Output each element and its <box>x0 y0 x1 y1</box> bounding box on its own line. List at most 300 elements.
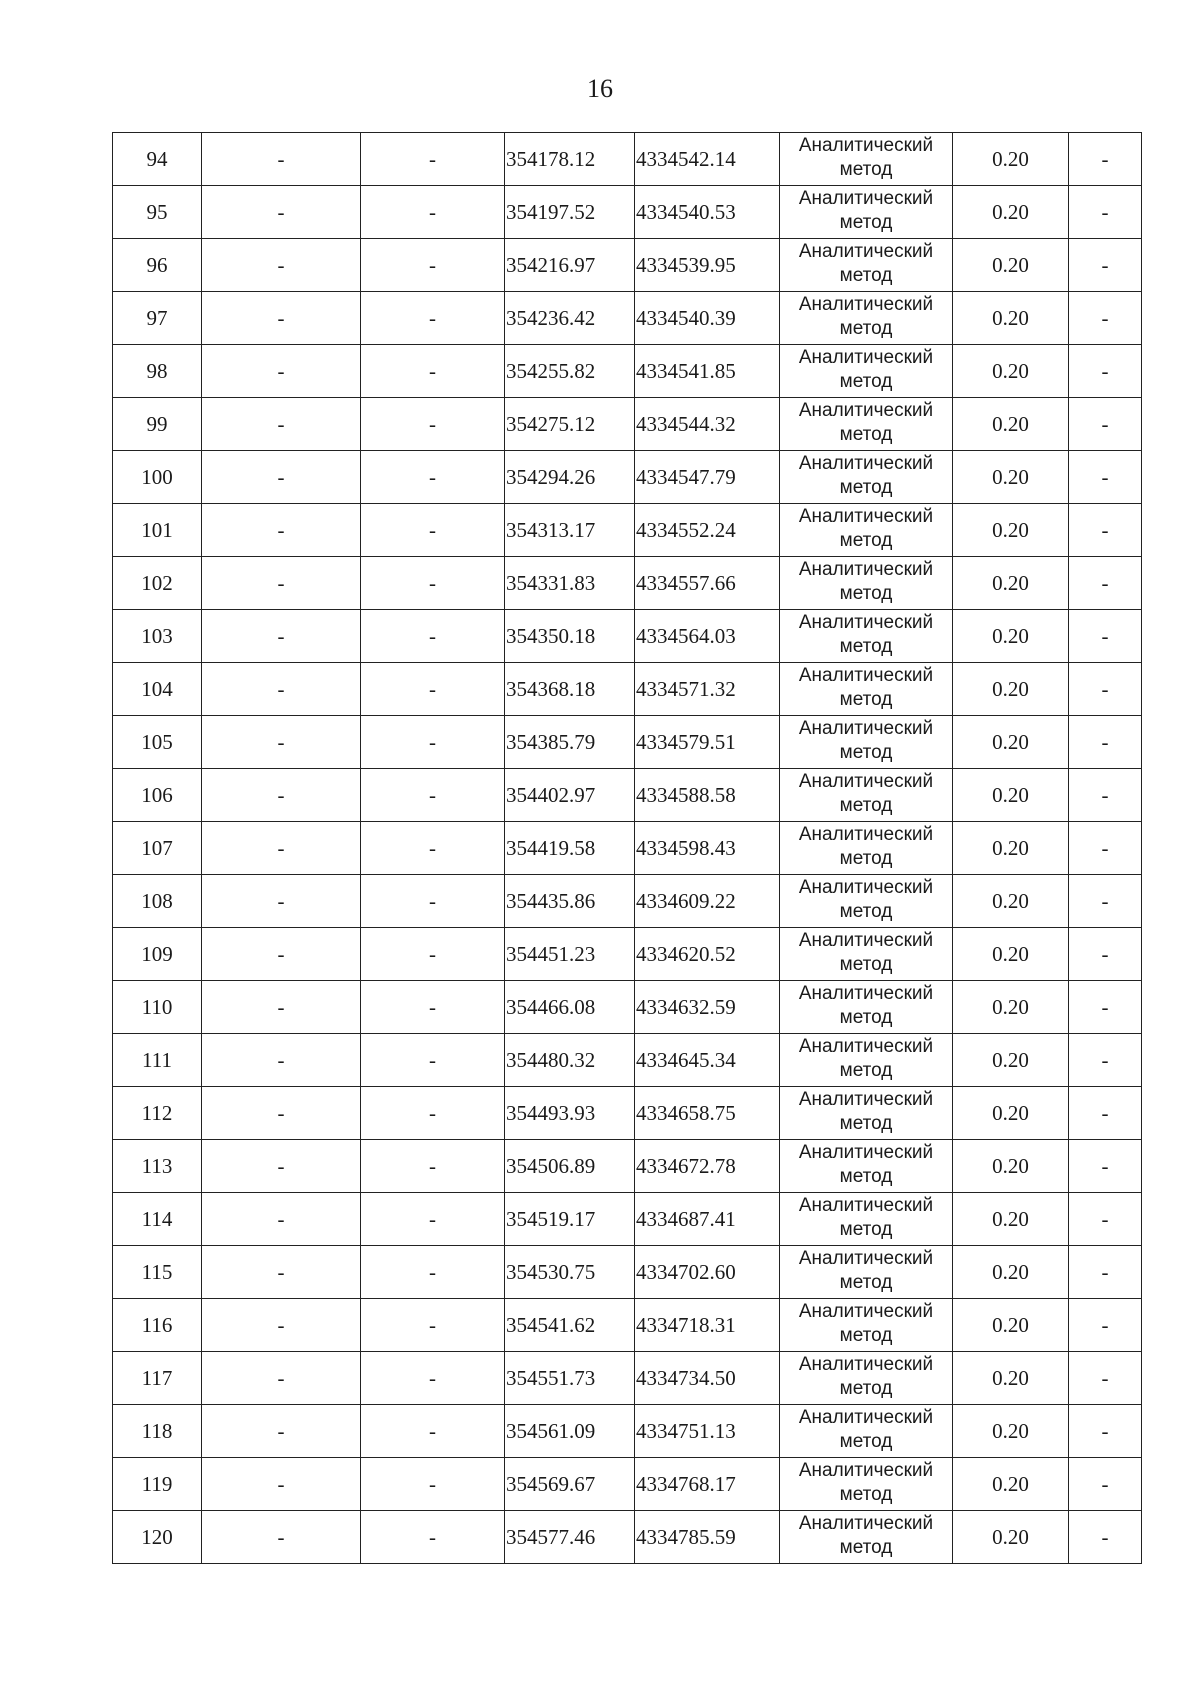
y-coordinate-cell: 4334564.03 <box>635 610 780 663</box>
method-cell <box>780 345 953 398</box>
empty-dash-cell: - <box>202 504 361 557</box>
precision-cell: 0.20 <box>953 663 1069 716</box>
method-cell <box>780 1299 953 1352</box>
x-coordinate-cell: 354275.12 <box>505 398 635 451</box>
table-row <box>113 1511 1142 1564</box>
x-coordinate-cell: 354519.17 <box>505 1193 635 1246</box>
y-coordinate-cell: 4334718.31 <box>635 1299 780 1352</box>
table-row <box>113 981 1142 1034</box>
point-number-cell: 102 <box>113 557 202 610</box>
y-coordinate-cell: 4334632.59 <box>635 981 780 1034</box>
empty-dash-cell: - <box>202 1299 361 1352</box>
precision-cell: 0.20 <box>953 1458 1069 1511</box>
empty-dash-cell: - <box>1069 1299 1142 1352</box>
method-line-1: Аналитический <box>798 294 934 315</box>
empty-dash-cell: - <box>361 133 505 186</box>
x-coordinate-cell: 354480.32 <box>505 1034 635 1087</box>
point-number-cell: 111 <box>113 1034 202 1087</box>
method-cell <box>780 1511 953 1564</box>
method-line-2: метод <box>839 265 893 286</box>
method-line-2: метод <box>839 1484 893 1505</box>
point-number-cell: 117 <box>113 1352 202 1405</box>
y-coordinate-cell: 4334734.50 <box>635 1352 780 1405</box>
y-coordinate-cell: 4334658.75 <box>635 1087 780 1140</box>
method-line-1: Аналитический <box>798 1142 934 1163</box>
precision-cell: 0.20 <box>953 345 1069 398</box>
method-line-1: Аналитический <box>798 188 934 209</box>
empty-dash-cell: - <box>1069 133 1142 186</box>
method-cell <box>780 1246 953 1299</box>
table-row <box>113 1246 1142 1299</box>
x-coordinate-cell: 354216.97 <box>505 239 635 292</box>
empty-dash-cell: - <box>361 981 505 1034</box>
table-row <box>113 1405 1142 1458</box>
y-coordinate-cell: 4334557.66 <box>635 557 780 610</box>
empty-dash-cell: - <box>202 133 361 186</box>
method-line-2: метод <box>839 901 893 922</box>
point-number-cell: 99 <box>113 398 202 451</box>
x-coordinate-cell: 354197.52 <box>505 186 635 239</box>
x-coordinate-cell: 354577.46 <box>505 1511 635 1564</box>
empty-dash-cell: - <box>1069 345 1142 398</box>
point-number-cell: 108 <box>113 875 202 928</box>
method-cell <box>780 451 953 504</box>
empty-dash-cell: - <box>361 769 505 822</box>
empty-dash-cell: - <box>1069 239 1142 292</box>
method-line-1: Аналитический <box>798 506 934 527</box>
precision-cell: 0.20 <box>953 186 1069 239</box>
table-row <box>113 1352 1142 1405</box>
empty-dash-cell: - <box>361 557 505 610</box>
empty-dash-cell: - <box>1069 1034 1142 1087</box>
empty-dash-cell: - <box>1069 186 1142 239</box>
empty-dash-cell: - <box>202 186 361 239</box>
empty-dash-cell: - <box>1069 1246 1142 1299</box>
table-row <box>113 398 1142 451</box>
x-coordinate-cell: 354255.82 <box>505 345 635 398</box>
point-number-cell: 109 <box>113 928 202 981</box>
y-coordinate-cell: 4334540.53 <box>635 186 780 239</box>
empty-dash-cell: - <box>202 716 361 769</box>
empty-dash-cell: - <box>361 663 505 716</box>
empty-dash-cell: - <box>1069 981 1142 1034</box>
empty-dash-cell: - <box>361 1140 505 1193</box>
y-coordinate-cell: 4334645.34 <box>635 1034 780 1087</box>
precision-cell: 0.20 <box>953 1140 1069 1193</box>
method-line-2: метод <box>839 1219 893 1240</box>
x-coordinate-cell: 354435.86 <box>505 875 635 928</box>
empty-dash-cell: - <box>202 1193 361 1246</box>
empty-dash-cell: - <box>202 451 361 504</box>
method-cell <box>780 1352 953 1405</box>
y-coordinate-cell: 4334552.24 <box>635 504 780 557</box>
table-row <box>113 875 1142 928</box>
y-coordinate-cell: 4334620.52 <box>635 928 780 981</box>
precision-cell: 0.20 <box>953 610 1069 663</box>
method-cell <box>780 1193 953 1246</box>
table-row <box>113 451 1142 504</box>
method-line-1: Аналитический <box>798 1248 934 1269</box>
empty-dash-cell: - <box>202 1034 361 1087</box>
empty-dash-cell: - <box>361 1193 505 1246</box>
empty-dash-cell: - <box>202 981 361 1034</box>
empty-dash-cell: - <box>361 1087 505 1140</box>
empty-dash-cell: - <box>202 239 361 292</box>
precision-cell: 0.20 <box>953 1511 1069 1564</box>
method-line-2: метод <box>839 742 893 763</box>
y-coordinate-cell: 4334672.78 <box>635 1140 780 1193</box>
x-coordinate-cell: 354402.97 <box>505 769 635 822</box>
precision-cell: 0.20 <box>953 1193 1069 1246</box>
empty-dash-cell: - <box>361 186 505 239</box>
empty-dash-cell: - <box>202 769 361 822</box>
y-coordinate-cell: 4334768.17 <box>635 1458 780 1511</box>
x-coordinate-cell: 354466.08 <box>505 981 635 1034</box>
empty-dash-cell: - <box>361 928 505 981</box>
y-coordinate-cell: 4334609.22 <box>635 875 780 928</box>
table-row <box>113 928 1142 981</box>
x-coordinate-cell: 354178.12 <box>505 133 635 186</box>
empty-dash-cell: - <box>1069 769 1142 822</box>
y-coordinate-cell: 4334542.14 <box>635 133 780 186</box>
x-coordinate-cell: 354541.62 <box>505 1299 635 1352</box>
method-line-1: Аналитический <box>798 612 934 633</box>
page-number: 16 <box>587 74 613 103</box>
method-line-1: Аналитический <box>798 1089 934 1110</box>
y-coordinate-cell: 4334598.43 <box>635 822 780 875</box>
empty-dash-cell: - <box>361 716 505 769</box>
method-cell <box>780 1458 953 1511</box>
point-number-cell: 105 <box>113 716 202 769</box>
table-row <box>113 1034 1142 1087</box>
empty-dash-cell: - <box>361 451 505 504</box>
x-coordinate-cell: 354385.79 <box>505 716 635 769</box>
precision-cell: 0.20 <box>953 928 1069 981</box>
x-coordinate-cell: 354569.67 <box>505 1458 635 1511</box>
x-coordinate-cell: 354451.23 <box>505 928 635 981</box>
table-row <box>113 1299 1142 1352</box>
y-coordinate-cell: 4334541.85 <box>635 345 780 398</box>
y-coordinate-cell: 4334588.58 <box>635 769 780 822</box>
y-coordinate-cell: 4334579.51 <box>635 716 780 769</box>
coordinates-table-body <box>113 133 1142 1564</box>
x-coordinate-cell: 354236.42 <box>505 292 635 345</box>
x-coordinate-cell: 354350.18 <box>505 610 635 663</box>
point-number-cell: 101 <box>113 504 202 557</box>
method-line-1: Аналитический <box>798 824 934 845</box>
method-cell <box>780 928 953 981</box>
method-cell <box>780 1087 953 1140</box>
method-cell <box>780 610 953 663</box>
method-cell <box>780 239 953 292</box>
table-row <box>113 557 1142 610</box>
empty-dash-cell: - <box>1069 1140 1142 1193</box>
empty-dash-cell: - <box>1069 822 1142 875</box>
empty-dash-cell: - <box>361 1352 505 1405</box>
method-cell <box>780 1140 953 1193</box>
point-number-cell: 113 <box>113 1140 202 1193</box>
table-row <box>113 504 1142 557</box>
table-row <box>113 292 1142 345</box>
precision-cell: 0.20 <box>953 822 1069 875</box>
empty-dash-cell: - <box>202 928 361 981</box>
method-line-2: метод <box>839 1325 893 1346</box>
empty-dash-cell: - <box>1069 663 1142 716</box>
empty-dash-cell: - <box>361 239 505 292</box>
method-line-1: Аналитический <box>798 241 934 262</box>
method-cell <box>780 133 953 186</box>
empty-dash-cell: - <box>361 398 505 451</box>
x-coordinate-cell: 354294.26 <box>505 451 635 504</box>
x-coordinate-cell: 354530.75 <box>505 1246 635 1299</box>
empty-dash-cell: - <box>1069 451 1142 504</box>
method-cell <box>780 186 953 239</box>
method-cell <box>780 663 953 716</box>
x-coordinate-cell: 354551.73 <box>505 1352 635 1405</box>
precision-cell: 0.20 <box>953 1087 1069 1140</box>
precision-cell: 0.20 <box>953 1246 1069 1299</box>
method-line-1: Аналитический <box>798 1460 934 1481</box>
empty-dash-cell: - <box>1069 1193 1142 1246</box>
method-line-2: метод <box>839 795 893 816</box>
point-number-cell: 116 <box>113 1299 202 1352</box>
method-cell <box>780 1405 953 1458</box>
precision-cell: 0.20 <box>953 239 1069 292</box>
precision-cell: 0.20 <box>953 1034 1069 1087</box>
precision-cell: 0.20 <box>953 133 1069 186</box>
method-line-2: метод <box>839 212 893 233</box>
empty-dash-cell: - <box>202 1352 361 1405</box>
empty-dash-cell: - <box>361 1511 505 1564</box>
table-row <box>113 822 1142 875</box>
point-number-cell: 104 <box>113 663 202 716</box>
empty-dash-cell: - <box>1069 928 1142 981</box>
method-line-2: метод <box>839 318 893 339</box>
y-coordinate-cell: 4334540.39 <box>635 292 780 345</box>
empty-dash-cell: - <box>202 1140 361 1193</box>
table-row <box>113 716 1142 769</box>
precision-cell: 0.20 <box>953 504 1069 557</box>
method-line-1: Аналитический <box>798 1036 934 1057</box>
precision-cell: 0.20 <box>953 451 1069 504</box>
method-cell <box>780 504 953 557</box>
x-coordinate-cell: 354506.89 <box>505 1140 635 1193</box>
y-coordinate-cell: 4334544.32 <box>635 398 780 451</box>
x-coordinate-cell: 354493.93 <box>505 1087 635 1140</box>
method-cell <box>780 292 953 345</box>
empty-dash-cell: - <box>202 1087 361 1140</box>
y-coordinate-cell: 4334539.95 <box>635 239 780 292</box>
precision-cell: 0.20 <box>953 1299 1069 1352</box>
empty-dash-cell: - <box>361 822 505 875</box>
empty-dash-cell: - <box>202 398 361 451</box>
table-row <box>113 186 1142 239</box>
empty-dash-cell: - <box>202 557 361 610</box>
precision-cell: 0.20 <box>953 875 1069 928</box>
y-coordinate-cell: 4334785.59 <box>635 1511 780 1564</box>
empty-dash-cell: - <box>202 663 361 716</box>
point-number-cell: 110 <box>113 981 202 1034</box>
method-line-1: Аналитический <box>798 718 934 739</box>
method-line-2: метод <box>839 848 893 869</box>
precision-cell: 0.20 <box>953 398 1069 451</box>
empty-dash-cell: - <box>202 875 361 928</box>
method-line-1: Аналитический <box>798 1301 934 1322</box>
empty-dash-cell: - <box>361 1458 505 1511</box>
table-row <box>113 610 1142 663</box>
coordinates-table <box>112 132 1142 1564</box>
method-line-2: метод <box>839 424 893 445</box>
table-row <box>113 133 1142 186</box>
empty-dash-cell: - <box>202 1405 361 1458</box>
point-number-cell: 103 <box>113 610 202 663</box>
method-cell <box>780 822 953 875</box>
point-number-cell: 120 <box>113 1511 202 1564</box>
empty-dash-cell: - <box>1069 1511 1142 1564</box>
method-line-1: Аналитический <box>798 400 934 421</box>
y-coordinate-cell: 4334702.60 <box>635 1246 780 1299</box>
empty-dash-cell: - <box>361 1034 505 1087</box>
empty-dash-cell: - <box>361 875 505 928</box>
method-cell <box>780 1034 953 1087</box>
empty-dash-cell: - <box>1069 1087 1142 1140</box>
x-coordinate-cell: 354368.18 <box>505 663 635 716</box>
method-line-1: Аналитический <box>798 453 934 474</box>
method-cell <box>780 557 953 610</box>
precision-cell: 0.20 <box>953 769 1069 822</box>
empty-dash-cell: - <box>202 822 361 875</box>
empty-dash-cell: - <box>361 345 505 398</box>
method-line-1: Аналитический <box>798 983 934 1004</box>
method-line-2: метод <box>839 1537 893 1558</box>
method-line-1: Аналитический <box>798 771 934 792</box>
precision-cell: 0.20 <box>953 292 1069 345</box>
method-line-2: метод <box>839 1431 893 1452</box>
point-number-cell: 112 <box>113 1087 202 1140</box>
y-coordinate-cell: 4334687.41 <box>635 1193 780 1246</box>
method-line-2: метод <box>839 1113 893 1134</box>
point-number-cell: 119 <box>113 1458 202 1511</box>
empty-dash-cell: - <box>202 345 361 398</box>
x-coordinate-cell: 354313.17 <box>505 504 635 557</box>
method-line-1: Аналитический <box>798 1354 934 1375</box>
method-line-1: Аналитический <box>798 559 934 580</box>
empty-dash-cell: - <box>361 504 505 557</box>
empty-dash-cell: - <box>361 292 505 345</box>
point-number-cell: 115 <box>113 1246 202 1299</box>
table-row <box>113 345 1142 398</box>
method-cell <box>780 769 953 822</box>
point-number-cell: 106 <box>113 769 202 822</box>
point-number-cell: 98 <box>113 345 202 398</box>
method-line-1: Аналитический <box>798 1195 934 1216</box>
empty-dash-cell: - <box>1069 292 1142 345</box>
method-line-2: метод <box>839 689 893 710</box>
precision-cell: 0.20 <box>953 1352 1069 1405</box>
empty-dash-cell: - <box>202 292 361 345</box>
empty-dash-cell: - <box>202 1246 361 1299</box>
method-cell <box>780 398 953 451</box>
precision-cell: 0.20 <box>953 981 1069 1034</box>
empty-dash-cell: - <box>361 1299 505 1352</box>
method-line-2: метод <box>839 1007 893 1028</box>
method-cell <box>780 716 953 769</box>
empty-dash-cell: - <box>1069 398 1142 451</box>
point-number-cell: 96 <box>113 239 202 292</box>
point-number-cell: 118 <box>113 1405 202 1458</box>
table-row <box>113 1193 1142 1246</box>
empty-dash-cell: - <box>1069 1352 1142 1405</box>
method-line-2: метод <box>839 583 893 604</box>
empty-dash-cell: - <box>1069 610 1142 663</box>
method-line-1: Аналитический <box>798 1513 934 1534</box>
precision-cell: 0.20 <box>953 1405 1069 1458</box>
precision-cell: 0.20 <box>953 716 1069 769</box>
method-cell <box>780 981 953 1034</box>
point-number-cell: 94 <box>113 133 202 186</box>
method-line-2: метод <box>839 954 893 975</box>
table-row <box>113 239 1142 292</box>
method-line-2: метод <box>839 1272 893 1293</box>
table-row <box>113 1087 1142 1140</box>
empty-dash-cell: - <box>202 610 361 663</box>
point-number-cell: 95 <box>113 186 202 239</box>
method-line-2: метод <box>839 1378 893 1399</box>
empty-dash-cell: - <box>1069 504 1142 557</box>
y-coordinate-cell: 4334571.32 <box>635 663 780 716</box>
method-line-2: метод <box>839 636 893 657</box>
x-coordinate-cell: 354331.83 <box>505 557 635 610</box>
method-line-2: метод <box>839 477 893 498</box>
method-line-1: Аналитический <box>798 1407 934 1428</box>
empty-dash-cell: - <box>202 1458 361 1511</box>
table-row <box>113 769 1142 822</box>
empty-dash-cell: - <box>361 610 505 663</box>
method-cell <box>780 875 953 928</box>
empty-dash-cell: - <box>1069 1458 1142 1511</box>
method-line-1: Аналитический <box>798 930 934 951</box>
empty-dash-cell: - <box>361 1405 505 1458</box>
empty-dash-cell: - <box>361 1246 505 1299</box>
method-line-2: метод <box>839 530 893 551</box>
x-coordinate-cell: 354561.09 <box>505 1405 635 1458</box>
empty-dash-cell: - <box>1069 1405 1142 1458</box>
empty-dash-cell: - <box>1069 557 1142 610</box>
empty-dash-cell: - <box>1069 716 1142 769</box>
method-line-1: Аналитический <box>798 135 934 156</box>
precision-cell: 0.20 <box>953 557 1069 610</box>
method-line-1: Аналитический <box>798 877 934 898</box>
y-coordinate-cell: 4334751.13 <box>635 1405 780 1458</box>
empty-dash-cell: - <box>202 1511 361 1564</box>
method-line-2: метод <box>839 1060 893 1081</box>
table-row <box>113 663 1142 716</box>
point-number-cell: 114 <box>113 1193 202 1246</box>
y-coordinate-cell: 4334547.79 <box>635 451 780 504</box>
x-coordinate-cell: 354419.58 <box>505 822 635 875</box>
method-line-1: Аналитический <box>798 347 934 368</box>
table-row <box>113 1140 1142 1193</box>
point-number-cell: 107 <box>113 822 202 875</box>
empty-dash-cell: - <box>1069 875 1142 928</box>
method-line-2: метод <box>839 1166 893 1187</box>
method-line-1: Аналитический <box>798 665 934 686</box>
point-number-cell: 97 <box>113 292 202 345</box>
method-line-2: метод <box>839 159 893 180</box>
point-number-cell: 100 <box>113 451 202 504</box>
method-line-2: метод <box>839 371 893 392</box>
table-row <box>113 1458 1142 1511</box>
